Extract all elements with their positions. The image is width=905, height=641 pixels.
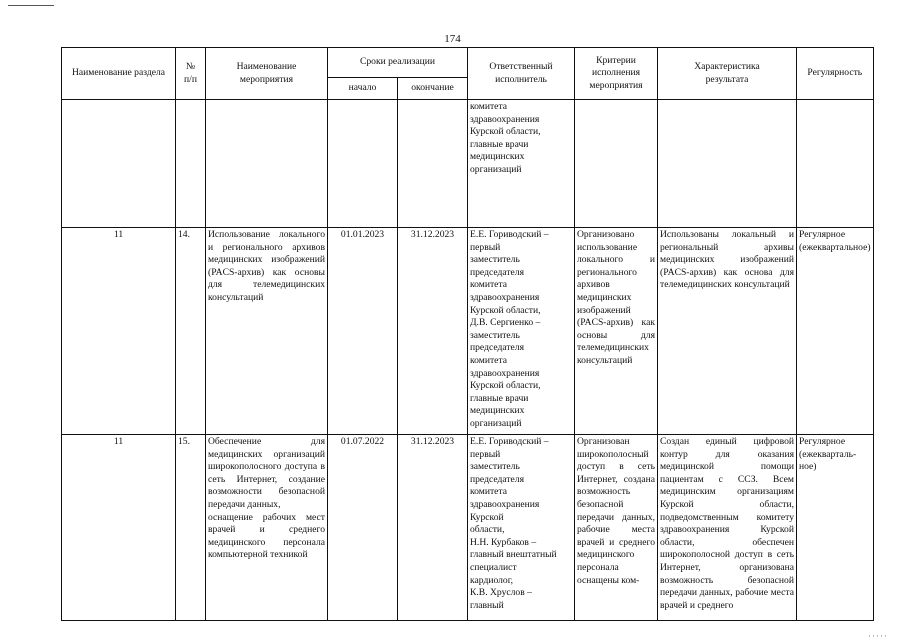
- cell-end: [398, 100, 468, 228]
- scan-corner-mark: ·····: [868, 631, 888, 641]
- cell-regularity: [797, 100, 874, 228]
- header-end: окончание: [398, 78, 468, 100]
- cell-result: Создан единый цифровой контур для оказания медицинской помощи пациентам с ССЗ. Всем медицинским организациям Курской области, подведомственным комитету здравоохранения Курской области, обеспечен широкополосной доступ в сеть Интернет, организована возможность безопасной передачи данных, рабочие места врачей и среднего: [658, 435, 797, 621]
- table-row: [62, 435, 874, 621]
- cell-activity: [206, 100, 328, 228]
- cell-end: 31.12.2023: [398, 228, 468, 435]
- cell-end: 31.12.2023: [398, 435, 468, 621]
- cell-section: 11: [62, 435, 176, 621]
- activities-table: [61, 47, 874, 621]
- cell-responsible: Е.Е. Гориводский – первый заместитель председателя комитета здравоохранения Курской области, Н.Н. Курбаков – главный внештатный специалист кардиолог, К.В. Хруслов – главный: [468, 435, 575, 621]
- cell-number: 14.: [176, 228, 206, 435]
- cell-criteria: Организован широкополосный доступ в сеть Интернет, создана возможность безопасной передачи данных, рабочие места врачей и среднего медицинского персонала оснащены ком-: [575, 435, 658, 621]
- cell-result: Использованы локальный и региональный архивы медицинских изображений (PACS-архив) как основа для телемедицинских консультаций: [658, 228, 797, 435]
- cell-section: 11: [62, 228, 176, 435]
- cell-responsible: Е.Е. Гориводский – первый заместитель председателя комитета здравоохранения Курской области, Д.В. Сергиенко – заместитель председателя комитета здравоохранения Курской области, главные врачи медицинских организаций: [468, 228, 575, 435]
- header-regularity: Регулярность: [797, 48, 874, 100]
- top-line-mark: [8, 5, 54, 6]
- header-number: № п/п: [176, 48, 206, 100]
- cell-start: 01.01.2023: [328, 228, 398, 435]
- table-row: [62, 100, 874, 228]
- header-activity: Наименование мероприятия: [206, 48, 328, 100]
- cell-criteria: Организовано использование локального и регионального архивов медицинских изображений (PACS-архив) как основы для телемедицинских консультаций: [575, 228, 658, 435]
- page-number: 174: [444, 33, 461, 45]
- cell-criteria: [575, 100, 658, 228]
- header-responsible: Ответственный исполнитель: [468, 48, 575, 100]
- cell-responsible: комитета здравоохранения Курской области, главные врачи медицинских организаций: [468, 100, 575, 228]
- cell-section: [62, 100, 176, 228]
- cell-regularity: Регулярное (ежеквартальное): [797, 228, 874, 435]
- cell-start: 01.07.2022: [328, 435, 398, 621]
- cell-activity: Обеспечение для медицинских организаций широкополосного доступа в сеть Интернет, создание возможности безопасной передачи данных, оснащение рабочих мест врачей и среднего медицинского персонала компьютерной техникой: [206, 435, 328, 621]
- cell-activity: Использование локального и регионального архивов медицинских изображений (PACS-архив) как основы для телемедицинских консультаций: [206, 228, 328, 435]
- header-start: начало: [328, 78, 398, 100]
- cell-number: 15.: [176, 435, 206, 621]
- cell-result: [658, 100, 797, 228]
- table-row: [62, 228, 874, 435]
- cell-start: [328, 100, 398, 228]
- cell-number: [176, 100, 206, 228]
- header-criteria: Критерии исполнения мероприятия: [575, 48, 658, 100]
- header-terms: Сроки реализации: [328, 48, 468, 78]
- header-section: Наименование раздела: [62, 48, 176, 100]
- header-result: Характеристика результата: [658, 48, 797, 100]
- cell-regularity: Регулярное (ежекварталь-ное): [797, 435, 874, 621]
